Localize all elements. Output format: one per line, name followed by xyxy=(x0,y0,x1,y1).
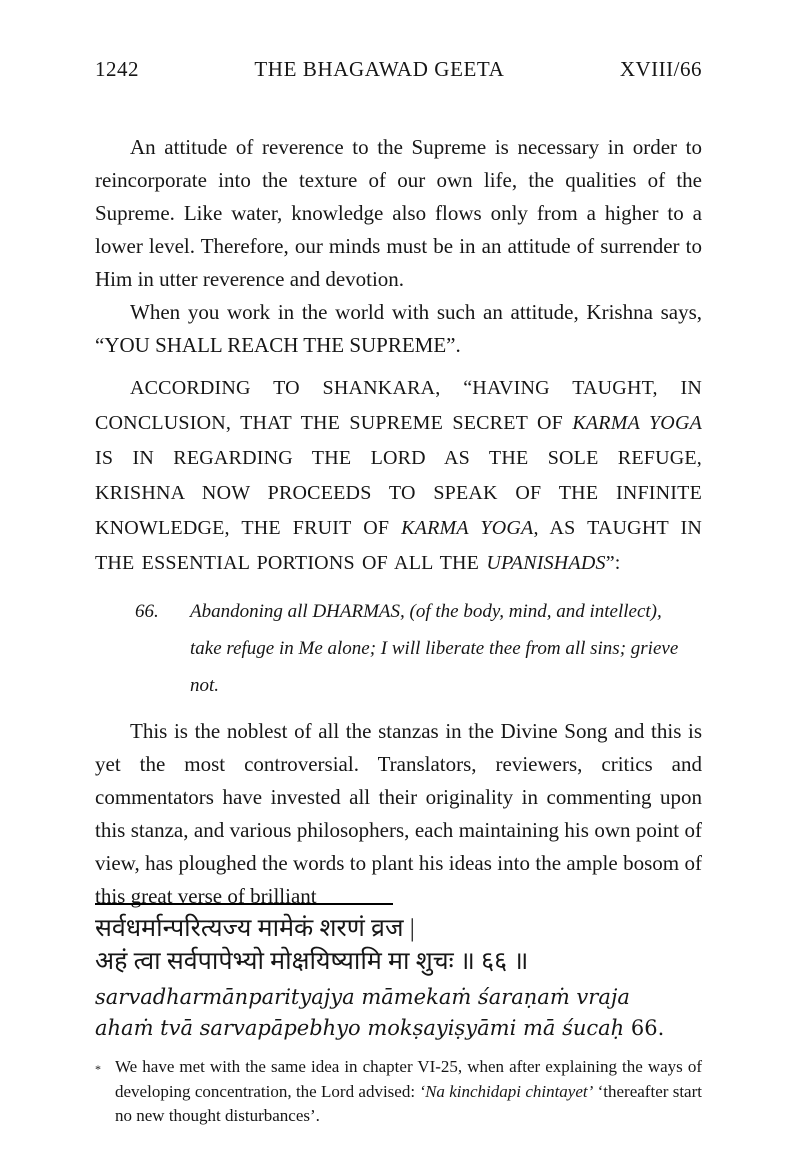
book-title: THE BHAGAWAD GEETA xyxy=(254,57,505,81)
footnote-area xyxy=(95,903,702,1129)
footnote-asterisk-marker: * xyxy=(95,1062,101,1076)
paragraph-reverence: An attitude of reverence to the Supreme is necessary in order to reincorporate into the texture of our own life, the qualities of the Supreme. Like water, knowledge also flows only from a higher to a lower level. Therefore, our minds must be in an attitude of surrender to Him in utter reverence and devotion. xyxy=(95,135,702,291)
page-number: 1242 xyxy=(95,57,139,81)
footnote-vi-25 xyxy=(95,1055,702,1129)
verse-66-translation xyxy=(135,593,702,704)
sanskrit-devanagari-line-1: सर्वधर्मान्परित्यज्य मामेकं शरणं व्रज | xyxy=(95,915,415,942)
transliteration-line-2: ahaṁ tvā sarvapāpebhyo mokṣayiṣyāmi mā śucaḥ 66. xyxy=(95,1015,665,1040)
paragraph-krishna-says: When you work in the world with such an attitude, Krishna says, “YOU SHALL REACH THE SUPREME”. xyxy=(95,300,702,357)
verse-number: 66. xyxy=(135,601,159,622)
footnote-separator xyxy=(95,903,393,905)
transliteration-line-1: sarvadharmānparityajya māmekaṁ śaraṇaṁ vraja xyxy=(95,985,630,1009)
sanskrit-devanagari-line-2: अहं त्वा सर्वपापेभ्यो मोक्षयिष्यामि मा शुचः ॥ ६६ ॥ xyxy=(95,948,529,975)
page-body xyxy=(95,131,702,913)
paragraph-noblest-stanza: This is the noblest of all the stanzas in the Divine Song and this is yet the most controversial. Translators, reviewers, critics and commentators have invested all their originality in commenting upon this stanza, and various philosophers, each maintaining his own point of view, has ploughed the words to plant his ideas into the ample bosom of this great verse of brilliant xyxy=(95,719,702,908)
paragraph-shankara-quote: ACCORDING TO SHANKARA, “HAVING TAUGHT, IN CONCLUSION, THAT THE SUPREME SECRET OF KARMA YOGA IS IN REGARDING THE LORD AS THE SOLE REFUGE, KRISHNA NOW PROCEEDS TO SPEAK OF THE INFINITE KNOWLEDGE, THE FRUIT OF KARMA YOGA, AS TAUGHT IN THE ESSENTIAL PORTIONS OF ALL THE UPANISHADS”: xyxy=(95,377,703,574)
footnote-text: We have met with the same idea in chapter VI-25, when after explaining the ways of developing concentration, the Lord advised: ‘Na kinchidapi chintayet’ ‘thereafter start no new thought disturbances’. xyxy=(115,1057,702,1125)
chapter-verse-reference: XVIII/66 xyxy=(619,57,702,81)
verse-text: Abandoning all DHARMAS, (of the body, mind, and intellect), take refuge in Me alone; I will liberate thee from all sins; grieve not. xyxy=(190,601,679,696)
running-header xyxy=(95,57,702,82)
